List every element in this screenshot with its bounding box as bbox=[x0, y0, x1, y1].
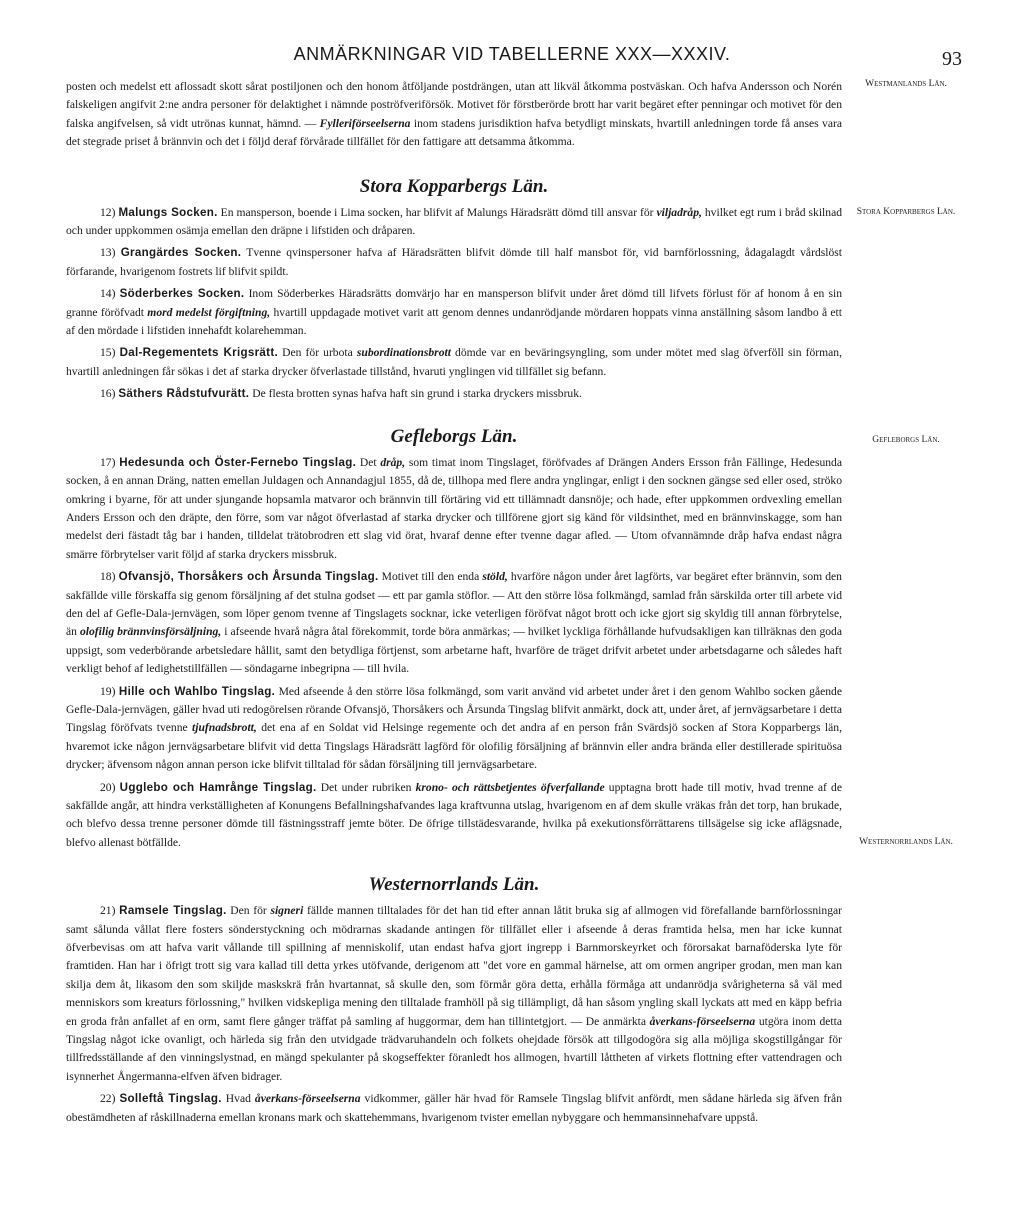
entry-text: som timat inom Tingslaget, föröfvades af Drängen Anders Ersson från Fällinge, Hedesunda socken, å en annan Dräng, natten emellan Juldagen och Annandagjul 1855, då de, tillhopa med flere andra ynglingar, enligt i den socknen gängse sed eller osed, ströko omkring i byarne, för att under sjungande hopsamla matvaror och brännvin till förtäring vid ett tillämnadt dansnöje; och hade, efter uppkommen ordvexling emellan Anders Ersson och den dräpte, den förre, som var något öfverlastad af starka drycker och tillförene gjort sig känd för vildsinthet, med en brännvinskagge, som han medelst deri fästadt tåg bar i handen, tilldelat trätobrodren ett slag vid örat, hvaraf denne efter tvenne dagar afled. — Utom ofvannämnde dråp hafva endast några smärre förbrytelser varit följd af starka dryckers missbruk. bbox=[66, 455, 842, 561]
page-number: 93 bbox=[942, 48, 962, 70]
entry-text: De flesta brotten synas hafva haft sin grund i starka dryckers missbruk. bbox=[249, 387, 582, 401]
margin-note-wester: Westernorrlands Län. bbox=[859, 837, 953, 847]
entry-text: utgöra inom detta Tingslag något icke ovanligt, och härleda sig från den utvidgade trädvaruhandeln och folkets ohejdade försök att tillgodogöra sig alla möjliga skogstillgångar för tillfredsställande af den vinningslystnad, en mängd spekulanter på skogseffekter föranledt hos allmogen, hvartill låttheten af virkets flottning efter vattendragen och isynnerhet Ångermanna-elfven äfven bidrager. bbox=[66, 1014, 842, 1083]
entry-emphasis: stöld, bbox=[482, 570, 508, 584]
entry-heading: Säthers Rådstufvurätt. bbox=[118, 387, 250, 401]
entry-emphasis: olofilig brännvinsförsäljning, bbox=[79, 625, 222, 639]
entry-21 bbox=[66, 902, 842, 1086]
entry-number: 12) bbox=[100, 205, 116, 219]
entry-number: 15) bbox=[100, 346, 116, 360]
entry-heading: Grangärdes Socken. bbox=[120, 246, 242, 260]
body-text bbox=[66, 78, 842, 1131]
entry-number: 19) bbox=[100, 684, 116, 698]
entry-number: 17) bbox=[100, 455, 116, 469]
entry-number: 20) bbox=[100, 780, 116, 794]
margin-note-westmanlands: Westmanlands Län. bbox=[865, 79, 947, 89]
entry-17 bbox=[66, 454, 842, 564]
entry-text: Hvad bbox=[221, 1092, 255, 1106]
entry-text: hvartill uppdagade motivet varit att genom dennes undanrödjande mördaren hoppats vinna anställning såsom landbo å ett af den mördade i lifstiden innehafdt kolarehemman. bbox=[66, 305, 842, 338]
entry-text: vidkommer, gäller här hvad för Ramsele Tingslag blifvit anfördt, men sådane härleda sig äfven från obestämdheten af råskillnaderna emellan kronans mark och skattehemmans, hvarigenom tvister emellan nybyggare och hemmansinnehafvare uppstå. bbox=[66, 1092, 842, 1124]
entry-20 bbox=[66, 779, 842, 853]
entry-14 bbox=[66, 285, 842, 340]
entry-text: Inom Söderberkes Häradsrätts domvärjo har en mansperson blifvit under året dömd till lifvets förlust för af honom å en sin granne föröfvadt bbox=[66, 287, 843, 319]
entry-text: En mansperson, boende i Lima socken, har blifvit af Malungs Häradsrätt dömd till ansvar för bbox=[217, 205, 657, 219]
section-title-wester: Westernorrlands Län. bbox=[368, 874, 540, 896]
entry-emphasis: viljadråp, bbox=[656, 205, 702, 219]
entry-number: 13) bbox=[100, 246, 116, 260]
entry-emphasis: åverkans-förseelserna bbox=[254, 1092, 361, 1106]
entry-text: Det under rubriken bbox=[316, 780, 416, 794]
entry-number: 14) bbox=[100, 287, 116, 301]
intro-paragraph bbox=[66, 78, 842, 152]
entry-text: upptagna brott hade till motiv, hvad trenne af de sakfällde angår, att hindra verkställigheten af Konungens Befallningshafvandes laga kraftvunna utslag, hvarigenom en af dem skulle vräkas från det torp, han brukade, och blefvo dessa trenne personer dömde till fästningsstraff jemte böter. De öfrige tillstädesvarande, hvilka på exekutionsförrättarens tillsägelse sig icke aflägsnade, blefvo allenast bötfällde. bbox=[66, 780, 843, 849]
entry-22 bbox=[66, 1090, 842, 1127]
entry-text: fällde mannen tilltalades för det han tid efter annan låtit bruka sig af allmogen vid förefallande barnförlossningar samt sålunda vållat flere fosters sönderstyckning och mödrarnas skadande antingen för tillfället eller i afseende å deras framtida helsa, men har icke kunnat öfverbevisas om att hafva varit vållande till spillning af menniskolif, utan endast hafva gjort ingrepp i Barnmorskeyrket och förorsakat barnaföderska lyte för framtiden. Han har i öfrigt trott sig vara kallad till detta yrkes utöfvande, derigenom att "det vore en gammal härnelse, att om ormen angriper grodan, men man kan skilja dem åt, likasom den som skiljde maskskrä från hvartannat, så skulle den, som förmår göra detta, erhålla förmåga att undanrödja svårigheterna så väl med menniskors som kreaturs förlossning," hvilken vidskepliga mening den tilltalade framhöll på sig tillämpligt, då han såsom yngling skall lyckats att med en käpp befria en groda från anfallet af en orm, samt flere gånger träffat på samling af huggormar, dem han tillintetgjort. — De anmärkta bbox=[66, 904, 843, 1028]
entry-number: 16) bbox=[100, 387, 116, 401]
entry-heading: Dal-Regementets Krigsrätt. bbox=[119, 346, 279, 360]
running-head: ANMÄRKNINGAR VID TABELLERNE XXX—XXXIV. bbox=[293, 44, 731, 64]
entry-text: Tvenne qvinspersoner hafva af Häradsrätten blifvit dömde till half mansbot för, vid barnförlossning, ådagalagdt vårdslöst förfarande, hvarigenom fostrets lif blifvit spildt. bbox=[66, 246, 843, 278]
entry-text: Motivet till den enda bbox=[378, 570, 483, 584]
entry-heading: Ofvansjö, Thorsåkers och Årsunda Tingslag. bbox=[118, 570, 379, 584]
entry-emphasis: krono- och rättsbetjentes öfverfallande bbox=[415, 780, 605, 794]
entry-heading: Ramsele Tingslag. bbox=[119, 904, 227, 918]
section-title-gefle: Gefleborgs Län. bbox=[390, 425, 518, 447]
entry-emphasis: signeri bbox=[270, 904, 304, 918]
entry-12 bbox=[66, 204, 842, 241]
entry-text: hvarföre någon under året lagförts, var begäret efter brännvin, som den sakfällde ville förskaffa sig genom försäljning af det stulna godset — ett par gamla stöflor. — Att den större lösa folkmängd, samlad från särskilda orter till arbete vid den del af Gefle-Dala-jernvägen, som löper genom tvenne af Tingslagets socknar, icke veterligen föröfvat något brott och icke gjort sig skyldig till annan förbrytelse, än bbox=[66, 570, 842, 639]
entry-number: 22) bbox=[100, 1092, 116, 1106]
entry-emphasis: subordinationsbrott bbox=[356, 346, 451, 360]
entry-number: 18) bbox=[100, 570, 116, 584]
entry-emphasis: tjufnadsbrott, bbox=[192, 721, 257, 735]
entry-text: dömde var en beväringsyngling, som under mötet med slag öfverföll sin förman, hvartill anledningen får sökas i det af starka drycker öfverlastade tillstånd, hvaruti ynglingen vid tillfället sig befann. bbox=[66, 346, 842, 378]
entry-18 bbox=[66, 568, 842, 678]
entry-15 bbox=[66, 344, 842, 381]
entry-number: 21) bbox=[100, 904, 116, 918]
entry-heading: Hedesunda och Öster-Fernebo Tingslag. bbox=[119, 455, 357, 469]
entry-emphasis: dråp, bbox=[380, 455, 406, 469]
entry-text: Det bbox=[356, 455, 381, 469]
entry-text: Med afseende å den större lösa folkmängd, som varit använd vid arbetet under året i den genom Wahlbo socken gående Gefle-Dala-jernvägen, gäller hvad uti redogörelsen rörande Ofvansjö, Thorsåkers och Årsunda Tingslag blifvit anmärkt, dock att, under året, af jernvägsarbetare i detta Tingslag föröfvats tvenne bbox=[66, 684, 842, 735]
entry-emphasis: mord medelst förgiftning, bbox=[147, 305, 271, 319]
margin-note-stora: Stora Kopparbergs Län. bbox=[856, 207, 956, 217]
entry-16 bbox=[66, 385, 842, 403]
margin-note-gefle: Gefleborgs Län. bbox=[872, 435, 940, 445]
entry-text: det ena af en Soldat vid Helsinge regemente och det andra af en person från Svärdsjö socken af Stora Kopparbergs län, hvaremot icke någon jernvägsarbetare blifvit vid detta Tingslags Häradsrätt lagförd för olofilig försäljning af brännvin eller andra brända eller destillerade spirituösa drycker; äfvensom någon annan person icke blifvit tilltalad för sådan försäljning till jernvägsarbetare. bbox=[66, 721, 842, 772]
entry-13 bbox=[66, 244, 842, 281]
entry-text: Den för urbota bbox=[278, 346, 357, 360]
entry-text: Den för bbox=[226, 904, 271, 918]
entry-text: i afseende hvarå några åtal förekommit, torde böra anmärkas; — hvilket lyckliga förhållande hufvudsakligen kan tillräknas den goda uppsigt, som vederbörande arbetsledare hållit, samt den betydliga förtjenst, som arbetarne haft, hvarföre de träget drifvit arbetet under arbetsdagarne och således haft verkligt behof af ledighetstillfällen — söndagarne inbegripna — till hvila. bbox=[66, 625, 843, 676]
entry-19 bbox=[66, 683, 842, 775]
intro-emphasis: Fylleriförseelserna bbox=[319, 116, 411, 130]
section-title-stora: Stora Kopparbergs Län. bbox=[359, 175, 549, 197]
intro-text-rest: inom stadens jurisdiktion hafva betydligt minskats, hvartill anledningen torde få anses vara det stegrade priset å brännvin och det i följd deraf förvårade tillfället för den fattigare att detsamma åtkomma. bbox=[66, 116, 842, 149]
entry-heading: Malungs Socken. bbox=[118, 205, 218, 219]
entry-heading: Söderberkes Socken. bbox=[119, 287, 245, 301]
entry-heading: Solleftå Tingslag. bbox=[119, 1092, 222, 1106]
entry-text: hvilket egt rum i bråd skilnad och under uppkommen osämja emellan den dräpne i lifstiden och dråparen. bbox=[66, 205, 843, 238]
entry-heading: Ugglebo och Hamrånge Tingslag. bbox=[119, 780, 317, 794]
entry-emphasis: åverkans-förseelserna bbox=[649, 1014, 756, 1028]
intro-text: posten och medelst ett aflossadt skott sårat postiljonen och den honom åtföljande postdrängen, utan att likväl åtkomma postväskan. Och hafva Andersson och Norén falskeligen angifvit 2:ne andra personer för delaktighet i nämnde poströfveriförsök. Motivet för förstberörde brott har varit begäret efter penningar och motivet för den falska angifvelsen, så vidt utrönas kunnat, hämnd. — bbox=[66, 80, 842, 130]
entry-heading: Hille och Wahlbo Tingslag. bbox=[118, 684, 276, 698]
